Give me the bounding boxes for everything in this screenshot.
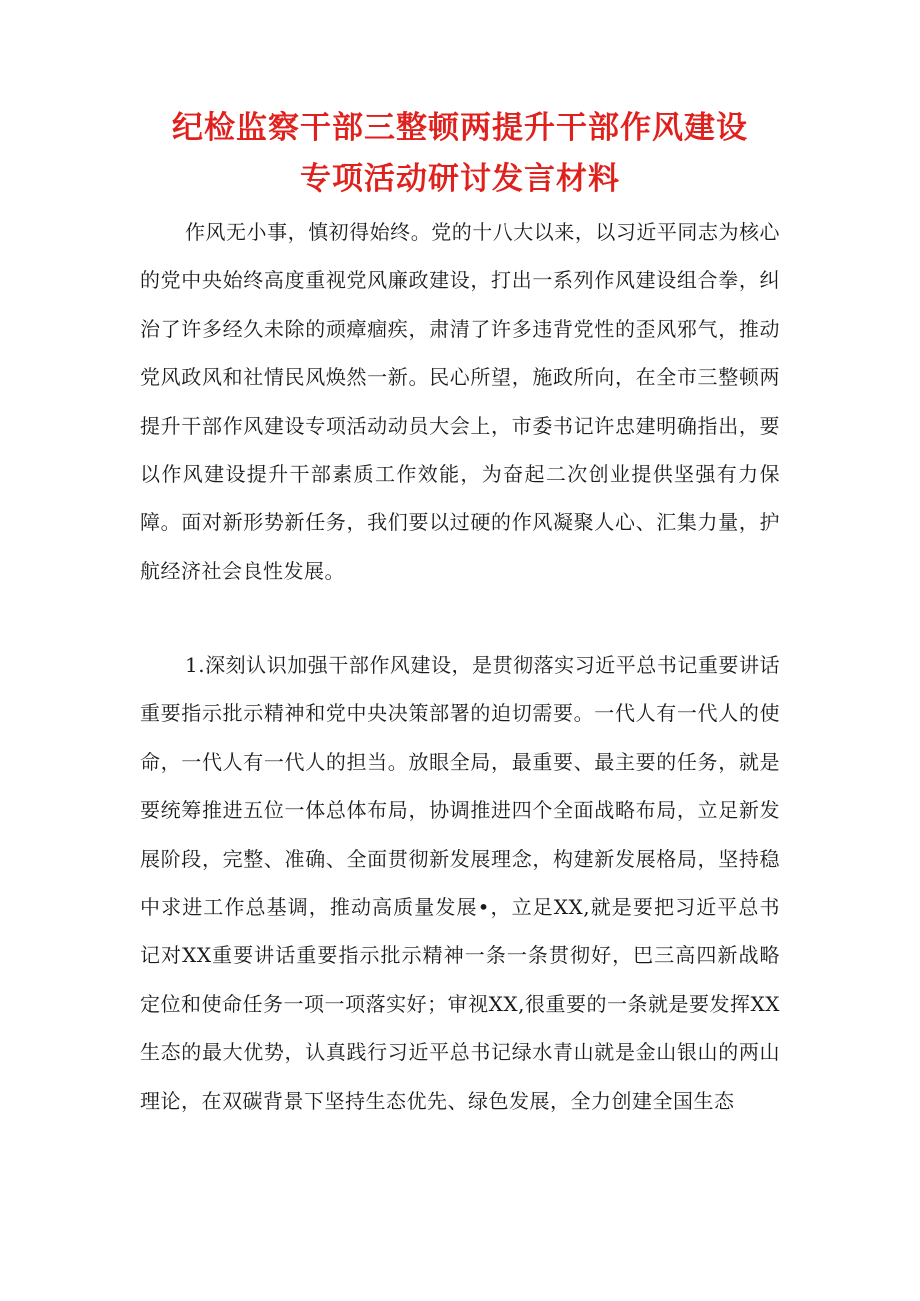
document-title-line-2: 专项活动研讨发言材料 [300, 161, 620, 197]
paragraph-point-1: 1.深刻认识加强干部作风建设，是贯彻落实习近平总书记重要讲话重要指示批示精神和党中央决策部署的迫切需要。一代人有一代人的使命，一代人有一代人的担当。放眼全局，最重要、最主要的任务，就是要统筹推进五位一体总体布局，协调推进四个全面战略布局，立足新发展阶段，完整、准确、全面贯彻新发展理念，构建新发展格局，坚持稳中求进工作总基调，推动高质量发展•，立足XX,就是要把习近平总书记对XX重要讲话重要指示批示精神一条一条贯彻好，巴三高四新战略定位和使命任务一项一项落实好；审视XX,很重要的一条就是要发挥XX生态的最大优势，认真践行习近平总书记绿水青山就是金山银山的两山理论，在双碳背景下坚持生态优先、绿色发展，全力创建全国生态 [140, 653, 780, 1113]
document-title-line-1: 纪检监察干部三整顿两提升干部作风建设 [172, 110, 748, 146]
paragraph-intro: 作风无小事，慎初得始终。党的十八大以来，以习近平同志为核心的党中央始终高度重视党风廉政建设，打出一系列作风建设组合拳，纠治了许多经久未除的顽瘴痼疾，肃清了许多违背党性的歪风邪气，推动党风政风和社情民风焕然一新。民心所望，施政所向，在全市三整顿两提升干部作风建设专项活动动员大会上，市委书记许忠建明确指出，要以作风建设提升干部素质工作效能，为奋起二次创业提供坚强有力保障。面对新形势新任务，我们要以过硬的作风凝聚人心、汇集力量，护航经济社会良性发展。 [140, 220, 780, 583]
